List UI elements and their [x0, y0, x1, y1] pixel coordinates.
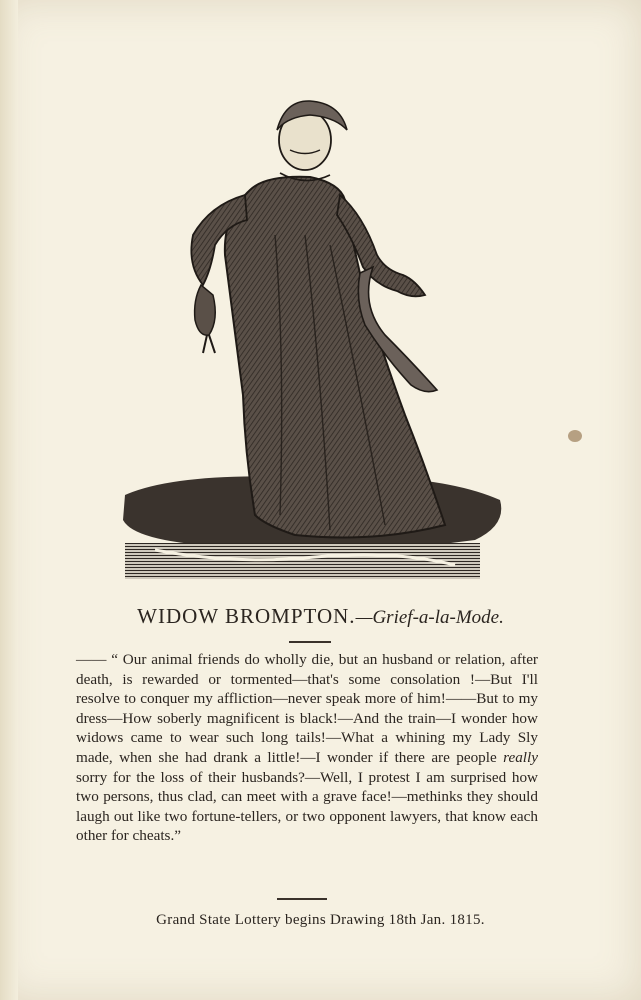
lottery-footer: Grand State Lottery begins Drawing 18th Jan. 1815. — [156, 912, 485, 928]
print-title — [0, 604, 641, 629]
paper-edge — [0, 0, 18, 1000]
divider-bottom — [277, 898, 327, 900]
widow-woodcut-illustration — [115, 95, 505, 595]
divider-top — [289, 641, 331, 643]
monologue-part-1: —— “ Our animal friends do wholly die, but an husband or relation, after death, is rewarded or tormented—that's some consolation !—But I'll resolve to conquer my affliction—never speak more of him!——But to my dress—How soberly magnificent is black!—And the train—I wonder how widows came to wear such long tails!—What a whining my Lady Sly made, when she had drank a little!—I wonder if there are people — [76, 651, 538, 766]
monologue-text — [76, 650, 538, 846]
title-name: WIDOW BROMPTON. — [137, 604, 356, 628]
monologue-italic: really — [503, 748, 538, 766]
widow-figure — [191, 101, 445, 537]
paper-stain — [568, 430, 582, 442]
title-subtitle: —Grief-a-la-Mode. — [355, 607, 504, 628]
monologue-part-2: sorry for the loss of their husbands?—Well, I protest I am surprised how two persons, thus clad, can meet with a grave face!—methinks they should laugh out like two fortune-tellers, or two opponent lawyers, that know each other for cheats.” — [76, 768, 538, 845]
